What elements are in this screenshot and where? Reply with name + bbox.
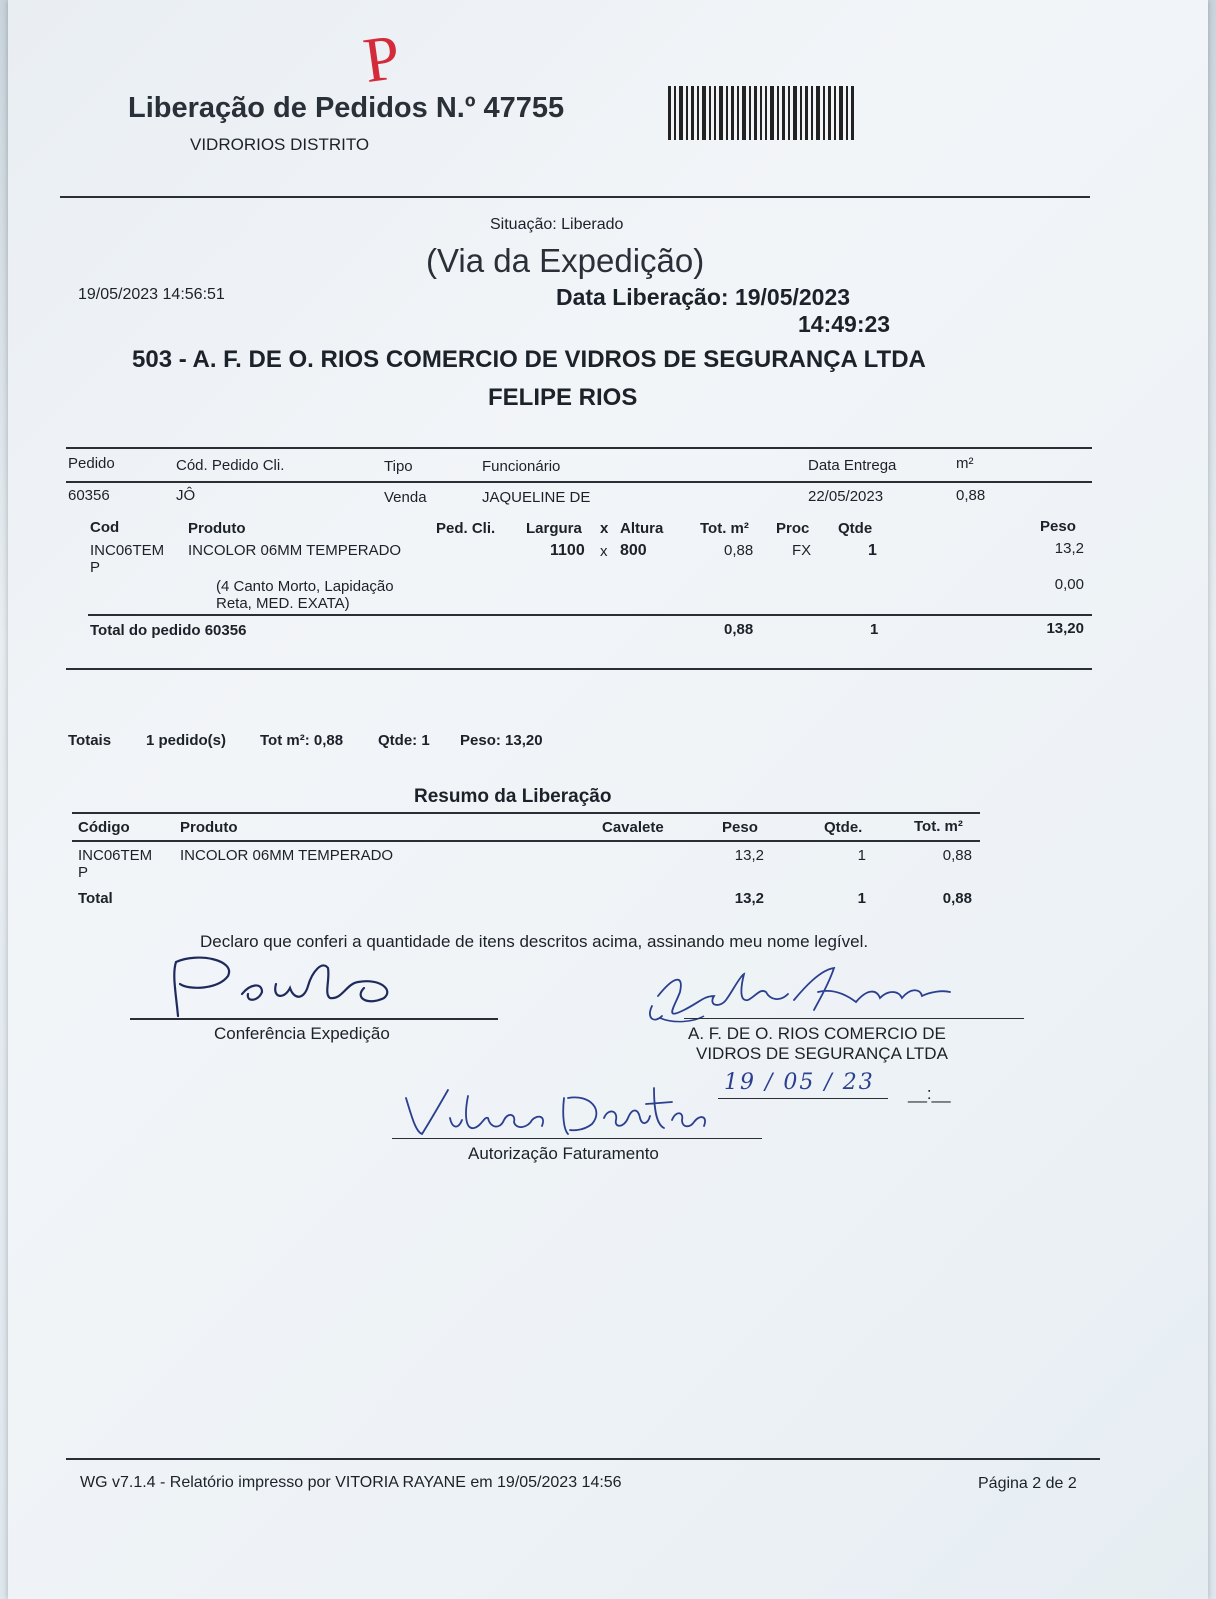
item-header-ped-cli: Ped. Cli. <box>436 520 496 537</box>
summary-header-qtde: Qtde. <box>824 819 863 836</box>
signature-line-expedicao <box>130 1018 498 1020</box>
item-cod-line1: INC06TEM <box>90 542 165 559</box>
item-produto: INCOLOR 06MM TEMPERADO <box>188 542 402 559</box>
header-tipo: Tipo <box>384 458 413 475</box>
summary-qtde: 1 <box>857 847 866 864</box>
situation-text: Situação: Liberado <box>490 216 624 233</box>
summary-header-produto: Produto <box>180 819 238 836</box>
order-total-peso: 13,20 <box>1046 620 1084 637</box>
summary-codigo-line2: P <box>78 864 89 881</box>
totals-label: Totais <box>68 732 112 749</box>
release-time: 14:49:23 <box>798 311 891 337</box>
document-title: Liberação de Pedidos N.º 47755 <box>128 92 565 124</box>
client-sign-line2: VIDROS DE SEGURANÇA LTDA <box>696 1044 948 1063</box>
item-header-produto: Produto <box>188 520 246 537</box>
item-header-cod: Cod <box>90 519 120 536</box>
item-qtde: 1 <box>868 542 877 559</box>
order-total-label: Total do pedido 60356 <box>90 622 247 639</box>
label-conferencia-expedicao: Conferência Expedição <box>214 1024 390 1043</box>
order-total-qtde: 1 <box>870 621 879 638</box>
red-p-mark: P <box>359 20 405 97</box>
release-date: Data Liberação: 19/05/2023 <box>556 284 851 310</box>
header-data-entrega: Data Entrega <box>808 457 897 474</box>
barcode-image <box>668 86 858 145</box>
date-line <box>718 1098 888 1099</box>
signature-vitoria-graphic <box>392 1068 712 1148</box>
row-tipo: Venda <box>384 489 427 506</box>
header-divider <box>60 196 1090 198</box>
order-total-line <box>88 614 1092 616</box>
totals-pedidos: 1 pedido(s) <box>146 732 227 749</box>
totals-m2: Tot m²: 0,88 <box>260 732 344 749</box>
order-table-bottom-line <box>66 668 1092 670</box>
summary-tot-m2: 0,88 <box>942 847 972 864</box>
summary-header-codigo: Código <box>78 819 130 836</box>
summary-total-peso: 13,2 <box>734 890 764 907</box>
header-m2: m² <box>956 455 974 472</box>
client-name: 503 - A. F. DE O. RIOS COMERCIO DE VIDROS DE SEGURANÇA LTDA <box>132 346 926 373</box>
row-funcionario: JAQUELINE DE <box>482 489 591 506</box>
header-funcionario: Funcionário <box>482 458 561 475</box>
item-header-x: x <box>600 520 609 537</box>
row-data-entrega: 22/05/2023 <box>808 488 884 505</box>
order-table-top-line <box>66 447 1092 449</box>
label-autorizacao-faturamento: Autorização Faturamento <box>468 1144 659 1163</box>
item-cod-line2: P <box>90 559 101 576</box>
item-proc: FX <box>792 542 812 559</box>
signature-paulo-graphic <box>158 954 418 1026</box>
item-header-altura: Altura <box>620 520 664 537</box>
signature-line-client <box>684 1018 1024 1019</box>
company-name: VIDRORIOS DISTRITO <box>190 135 370 154</box>
row-cod-cli: JÔ <box>176 487 196 504</box>
summary-header-line <box>72 840 980 842</box>
summary-title: Resumo da Liberação <box>414 786 612 807</box>
summary-total-label: Total <box>78 890 113 907</box>
item-note-line2: Reta, MED. EXATA) <box>216 595 350 612</box>
item-largura: 1100 <box>550 542 585 559</box>
item-header-peso: Peso <box>1040 518 1076 535</box>
row-pedido: 60356 <box>68 487 110 504</box>
header-pedido: Pedido <box>68 455 115 472</box>
summary-total-tot-m2: 0,88 <box>942 890 972 907</box>
item-note-peso: 0,00 <box>1054 576 1084 593</box>
handwritten-date: 19 / 05 / 23 <box>724 1070 875 1095</box>
summary-header-cavalete: Cavalete <box>602 819 664 836</box>
printed-timestamp: 19/05/2023 14:56:51 <box>78 286 225 303</box>
footer-page-number: Página 2 de 2 <box>978 1475 1077 1492</box>
declaration-text: Declaro que conferi a quantidade de itens descritos acima, assinando meu nome legível. <box>200 932 869 951</box>
barcode-graphic <box>668 86 858 140</box>
item-header-proc: Proc <box>776 520 810 537</box>
header-cod-cli: Cód. Pedido Cli. <box>176 457 285 474</box>
totals-peso: Peso: 13,20 <box>460 732 543 749</box>
item-tot-m2: 0,88 <box>724 542 754 559</box>
time-blank: __:__ <box>908 1084 951 1103</box>
summary-codigo-line1: INC06TEM <box>78 847 153 864</box>
copy-type-title: (Via da Expedição) <box>426 242 705 279</box>
client-contact: FELIPE RIOS <box>488 384 638 411</box>
item-header-qtde: Qtde <box>838 520 873 537</box>
order-header-line <box>66 481 1092 483</box>
item-altura: 800 <box>620 542 647 559</box>
summary-total-qtde: 1 <box>857 890 866 907</box>
summary-header-tot-m2: Tot. m² <box>914 818 963 835</box>
footer-divider <box>66 1458 1100 1460</box>
item-note-line1: (4 Canto Morto, Lapidação <box>216 578 394 595</box>
summary-top-line <box>72 812 980 814</box>
order-total-m2: 0,88 <box>724 621 754 638</box>
row-m2: 0,88 <box>956 487 986 504</box>
item-x: x <box>600 543 608 560</box>
summary-produto: INCOLOR 06MM TEMPERADO <box>180 847 394 864</box>
item-peso: 13,2 <box>1054 540 1084 557</box>
footer-print-info: WG v7.1.4 - Relatório impresso por VITORIA RAYANE em 19/05/2023 14:56 <box>80 1474 622 1491</box>
summary-header-peso: Peso <box>722 819 758 836</box>
totals-qtde: Qtde: 1 <box>378 732 430 749</box>
item-header-tot-m2: Tot. m² <box>700 520 749 537</box>
client-sign-line1: A. F. DE O. RIOS COMERCIO DE <box>688 1024 946 1043</box>
document-page <box>8 0 1208 1599</box>
signature-line-faturamento <box>392 1138 762 1139</box>
item-header-largura: Largura <box>526 520 582 537</box>
signature-faturamento <box>392 1068 712 1153</box>
summary-peso: 13,2 <box>734 847 764 864</box>
